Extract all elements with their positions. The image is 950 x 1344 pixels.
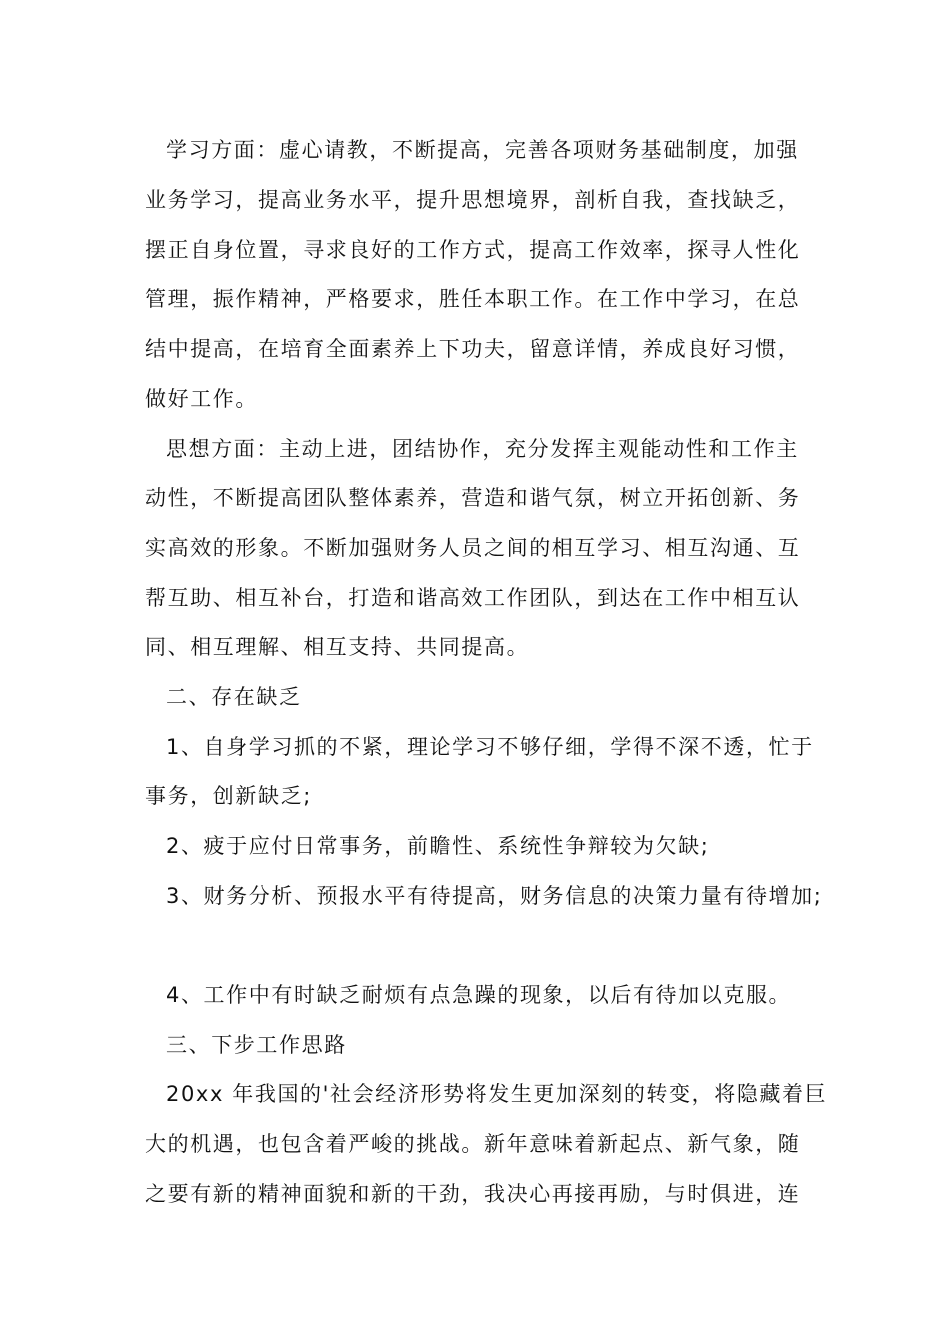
- thought-paragraph-line-3: 实高效的形象。不断加强财务人员之间的相互学习、相互沟通、互: [145, 536, 801, 560]
- next-steps-paragraph-line-3: 之要有新的精神面貌和新的干劲，我决心再接再励，与时俱进，连: [145, 1182, 801, 1206]
- section-heading-deficiencies: 二、存在缺乏: [166, 685, 302, 709]
- deficiency-item-1-line-2: 事务，创新缺乏;: [145, 784, 312, 808]
- thought-paragraph-line-5: 同、相互理解、相互支持、共同提高。: [145, 635, 530, 659]
- study-paragraph-line-6: 做好工作。: [145, 387, 258, 411]
- thought-paragraph-line-2: 动性，不断提高团队整体素养，营造和谐气氛，树立开拓创新、务: [145, 486, 801, 510]
- deficiency-item-2: 2、疲于应付日常事务，前瞻性、系统性争辩较为欠缺;: [166, 834, 710, 858]
- thought-paragraph-line-1: 思想方面：主动上进，团结协作，充分发挥主观能动性和工作主: [166, 437, 799, 461]
- deficiency-item-4: 4、工作中有时缺乏耐烦有点急躁的现象，以后有待加以克服。: [166, 983, 792, 1007]
- study-paragraph-line-1: 学习方面：虚心请教，不断提高，完善各项财务基础制度，加强: [166, 138, 799, 162]
- deficiency-item-1-line-1: 1、自身学习抓的不紧，理论学习不够仔细，学得不深不透，忙于: [166, 735, 814, 759]
- study-paragraph-line-4: 管理，振作精神，严格要求，胜任本职工作。在工作中学习，在总: [145, 287, 801, 311]
- deficiency-item-3: 3、财务分析、预报水平有待提高，财务信息的决策力量有待增加;: [166, 884, 823, 908]
- study-paragraph-line-3: 摆正自身位置，寻求良好的工作方式，提高工作效率，探寻人性化: [145, 238, 801, 262]
- study-paragraph-line-2: 业务学习，提高业务水平，提升思想境界，剖析自我，查找缺乏，: [145, 188, 801, 212]
- section-heading-next-steps: 三、下步工作思路: [166, 1033, 347, 1057]
- thought-paragraph-line-4: 帮互助、相互补台，打造和谐高效工作团队，到达在工作中相互认: [145, 586, 801, 610]
- study-paragraph-line-5: 结中提高，在培育全面素养上下功夫，留意详情，养成良好习惯，: [145, 337, 801, 361]
- next-steps-paragraph-line-1: 20xx 年我国的'社会经济形势将发生更加深刻的转变，将隐藏着巨: [166, 1082, 828, 1106]
- next-steps-paragraph-line-2: 大的机遇，也包含着严峻的挑战。新年意味着新起点、新气象，随: [145, 1132, 801, 1156]
